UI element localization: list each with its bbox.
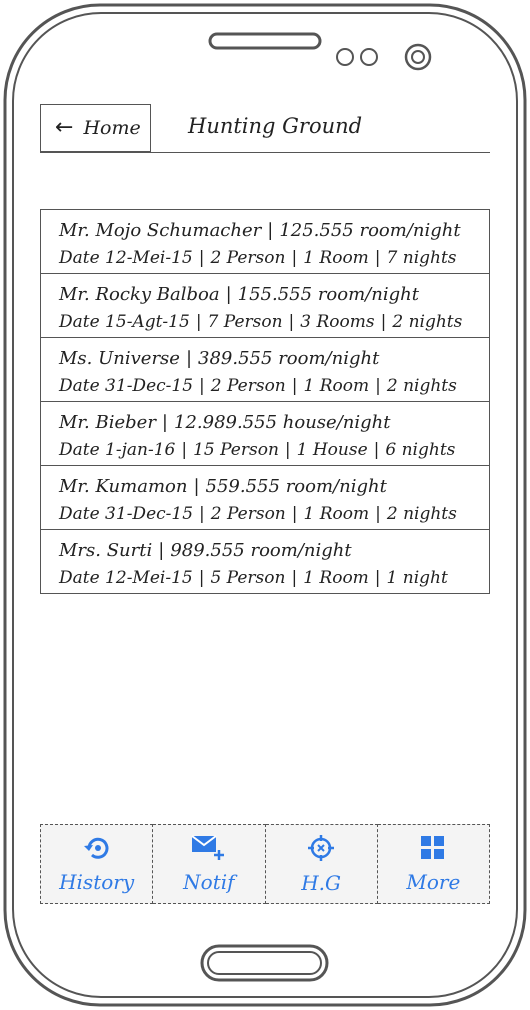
tab-label: More [406, 870, 461, 894]
nights: 2 nights [386, 376, 457, 396]
persons: 2 Person [210, 504, 286, 524]
guest-name: Ms. Universe [59, 348, 180, 369]
back-home-button[interactable] [40, 104, 151, 152]
booking-date: Date 12-Mei-15 [59, 248, 193, 268]
persons: 15 Person [193, 440, 279, 460]
booking-date: Date 15-Agt-15 [59, 312, 190, 332]
tab-label: Notif [183, 870, 235, 894]
back-home-label: Home [83, 117, 141, 139]
units: 1 Room [303, 248, 369, 268]
units: 1 Room [303, 504, 370, 524]
price: 989.555 room/night [170, 540, 352, 561]
page-title: Hunting Ground [188, 114, 363, 138]
units: 3 Rooms [300, 312, 375, 332]
guest-name: Mrs. Surti [59, 540, 153, 561]
units: 1 House [296, 440, 368, 460]
nights: 2 nights [386, 504, 457, 524]
nights: 2 nights [392, 312, 463, 332]
top-bar-divider [40, 152, 490, 153]
price: 389.555 room/night [198, 348, 380, 369]
guest-name: Mr. Mojo Schumacher [59, 220, 262, 241]
booking-date: Date 31-Dec-15 [59, 504, 194, 524]
guest-name: Mr. Rocky Balboa [59, 284, 220, 305]
price: 12.989.555 house/night [174, 412, 391, 433]
price: 155.555 room/night [237, 284, 419, 305]
nights: 7 nights [386, 248, 457, 268]
booking-date: Date 12-Mei-15 [59, 568, 193, 588]
tab-notif[interactable] [153, 824, 265, 904]
persons: 7 Person [207, 312, 283, 332]
units: 1 Room [303, 376, 370, 396]
persons: 2 Person [210, 376, 286, 396]
tab-label: H.G [301, 871, 342, 895]
price: 559.555 room/night [205, 476, 387, 497]
tab-more[interactable] [378, 824, 490, 904]
tab-label: History [59, 870, 135, 894]
list-item[interactable]: Mr. Mojo Schumacher | 125.555 room/night Date 12-Mei-15 | 2 Person | 1 Room | 7 nights [40, 209, 490, 274]
nights: 1 night [386, 568, 448, 588]
booking-list [40, 209, 490, 594]
persons: 2 Person [210, 248, 286, 268]
booking-date: Date 31-Dec-15 [59, 376, 194, 396]
list-item[interactable]: Mr. Rocky Balboa | 155.555 room/night Date 15-Agt-15 | 7 Person | 3 Rooms | 2 nights [40, 274, 490, 338]
crosshair-icon [306, 833, 336, 863]
list-item[interactable]: Mr. Kumamon | 559.555 room/night Date 31-Dec-15 | 2 Person | 1 Room | 2 nights [40, 466, 490, 530]
history-icon [82, 834, 112, 862]
list-item[interactable]: Mr. Bieber | 12.989.555 house/night Date 1-jan-16 | 15 Person | 1 House | 6 nights [40, 402, 490, 466]
units: 1 Room [303, 568, 369, 588]
list-item[interactable]: Mrs. Surti | 989.555 room/night Date 12-Mei-15 | 5 Person | 1 Room | 1 night [40, 530, 490, 594]
mail-add-icon [190, 834, 228, 862]
tab-history[interactable] [40, 824, 153, 904]
price: 125.555 room/night [279, 220, 461, 241]
guest-name: Mr. Bieber [59, 412, 156, 433]
nights: 6 nights [385, 440, 456, 460]
list-item[interactable]: Ms. Universe | 389.555 room/night Date 31-Dec-15 | 2 Person | 1 Room | 2 nights [40, 338, 490, 402]
bottom-tab-bar [40, 824, 490, 904]
persons: 5 Person [210, 568, 286, 588]
booking-date: Date 1-jan-16 [59, 440, 176, 460]
back-arrow-icon: ← [55, 115, 74, 140]
top-bar [40, 104, 490, 154]
grid-icon [419, 834, 447, 862]
tab-hg[interactable] [266, 824, 378, 904]
guest-name: Mr. Kumamon [59, 476, 188, 497]
